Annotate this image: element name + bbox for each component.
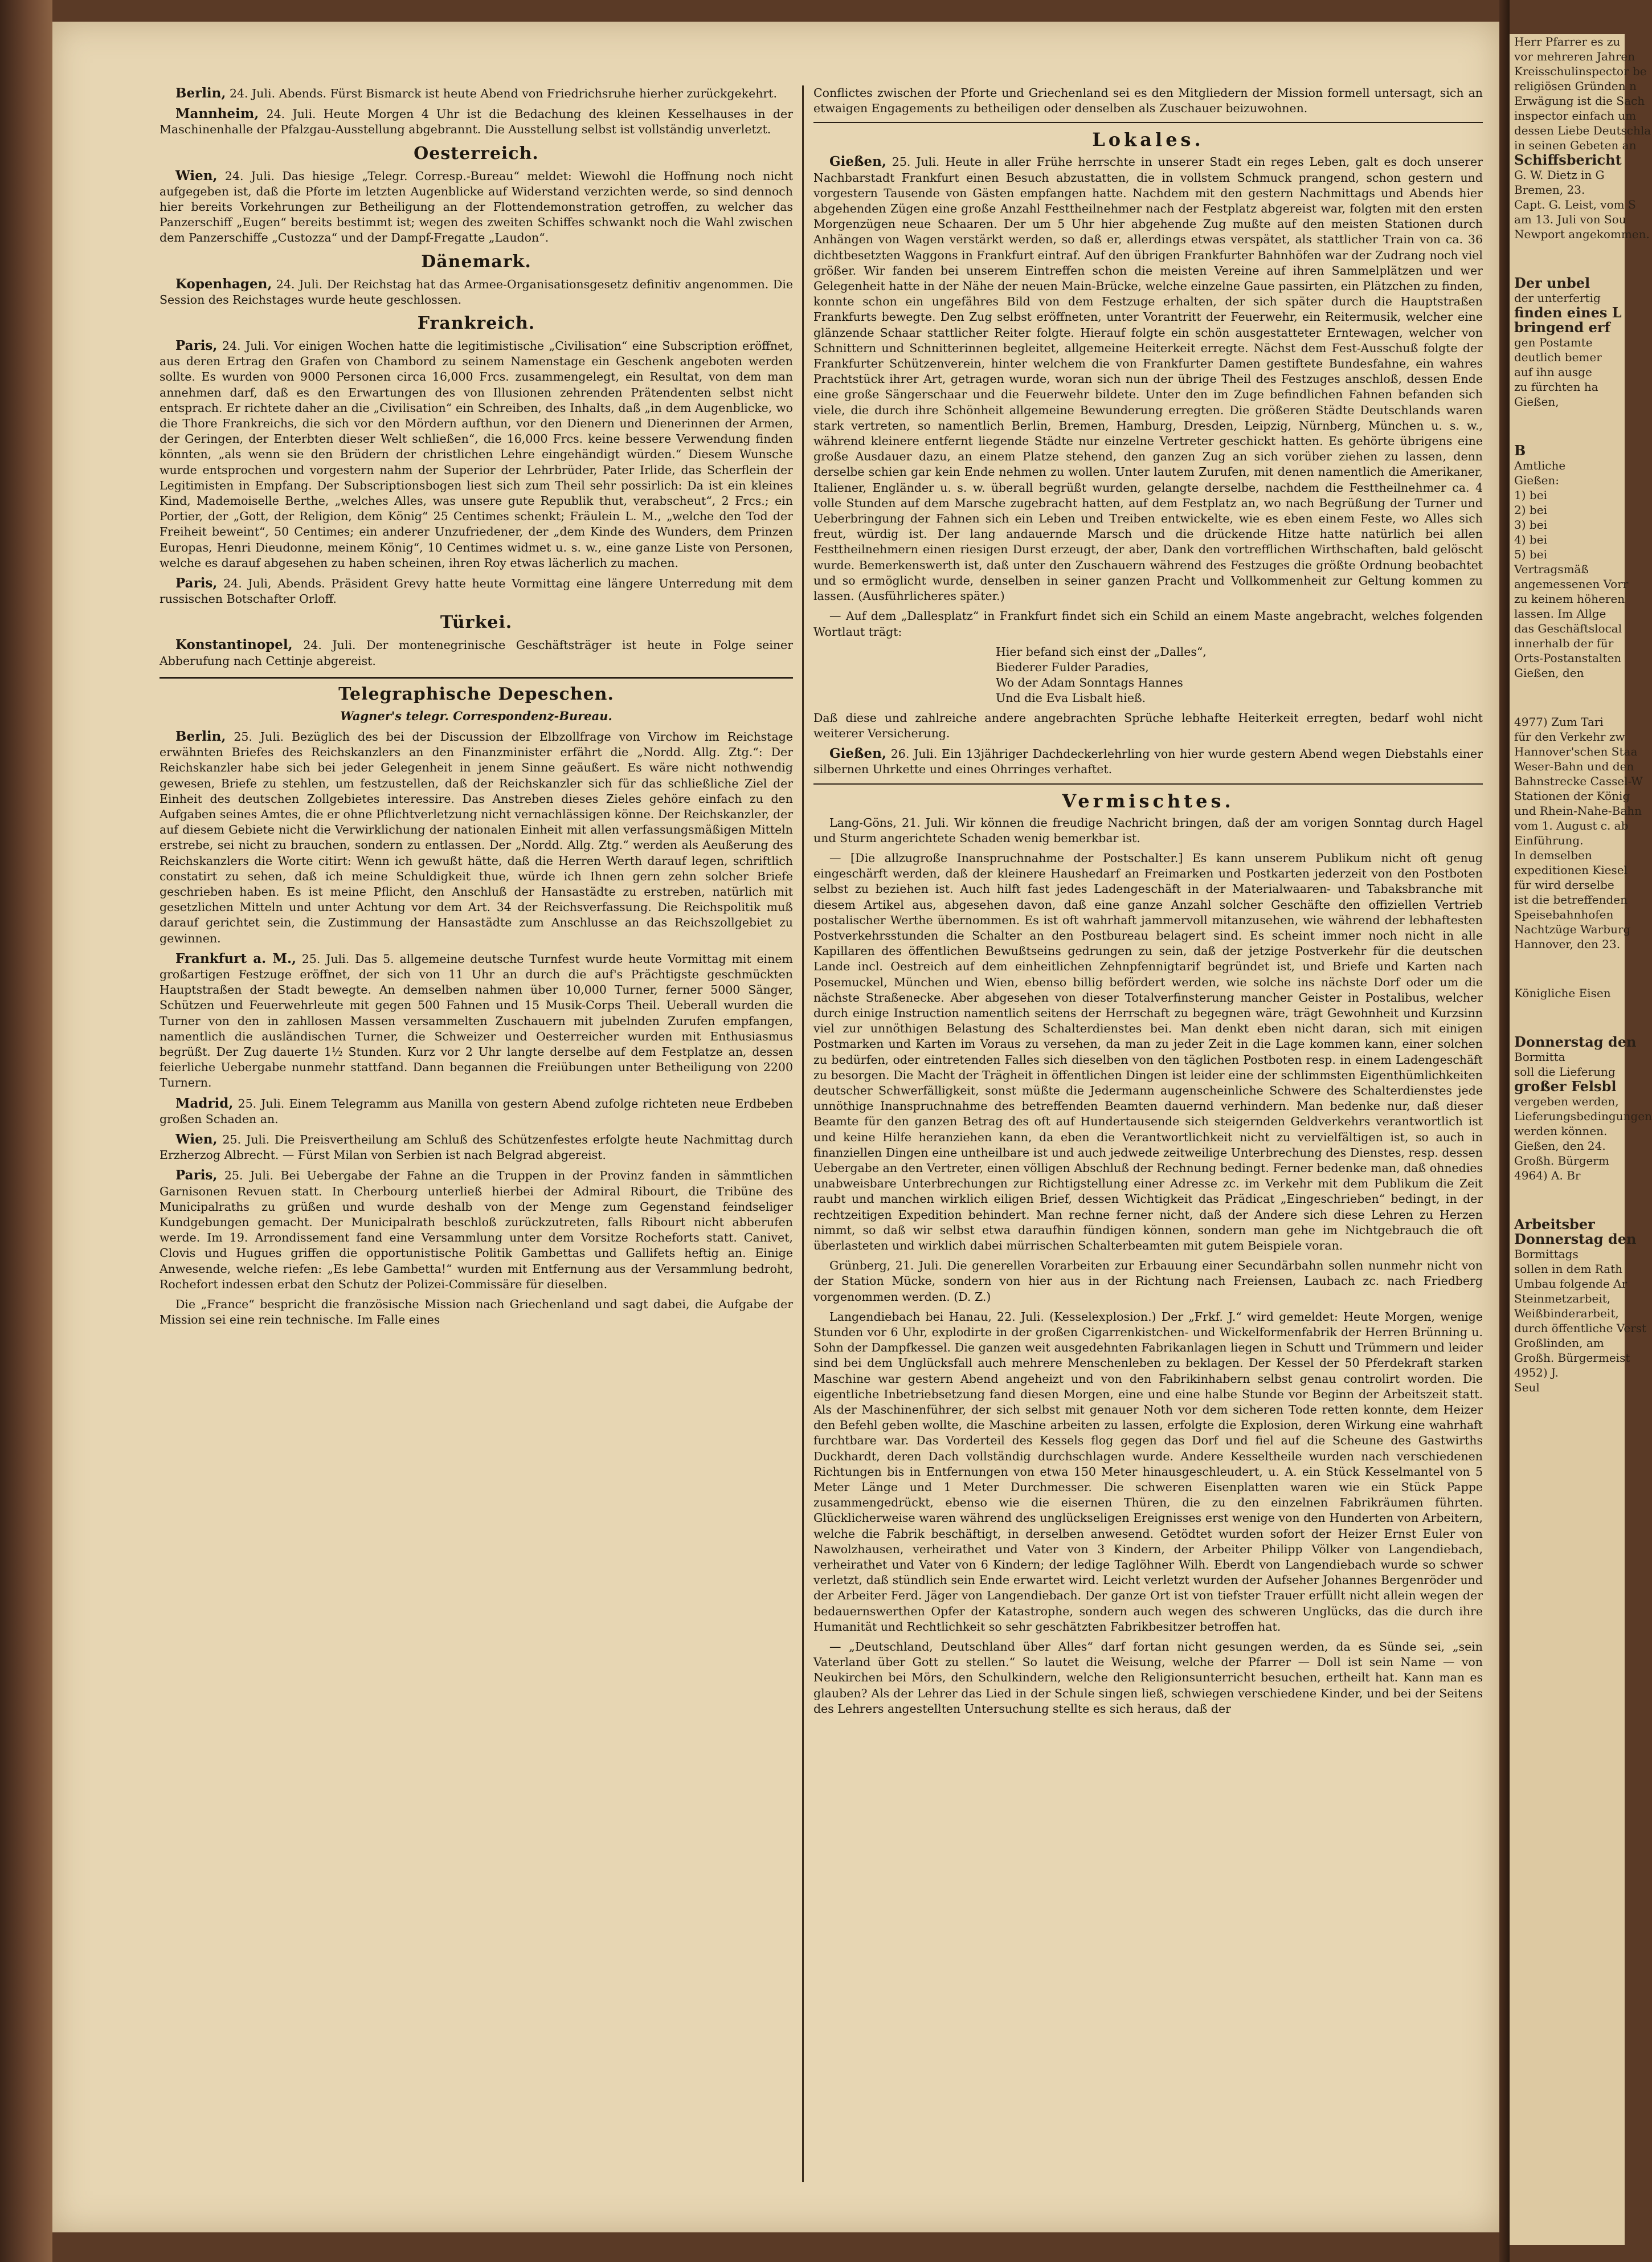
subheading-wagner-bureau: Wagner's telegr. Correspondenz-Bureau. [340, 708, 612, 723]
article-dalles: — Auf dem „Dallesplatz“ in Frankfurt findet sich ein Schild an einem Maste angebracht, welches folgenden Wortlaut trägt: [813, 609, 1483, 639]
adjacent-page-line: Königliche Eisen [1514, 986, 1611, 1000]
adjacent-page-line: Weser-Bahn und den [1514, 760, 1634, 773]
article-madrid-25: Madrid, 25. Juli. Einem Telegramm aus Manilla von gestern Abend zufolge richteten neue Erdbeben großen Schaden an. [160, 1095, 793, 1126]
adjacent-page-line: Capt. G. Leist, vom S [1514, 198, 1636, 211]
section-divider [160, 677, 793, 679]
adjacent-page-line: soll die Lieferung [1514, 1065, 1616, 1079]
adjacent-page-line: das Geschäftslocal [1514, 622, 1622, 635]
adjacent-page-line: inspector einfach um [1514, 109, 1637, 123]
adjacent-page-line: Einführung. [1514, 834, 1584, 847]
book-gutter [1499, 0, 1510, 2262]
article-giessen-25: Gießen, 25. Juli. Heute in aller Frühe herrschte in unserer Stadt ein reges Leben, galt es doch unserer Nachbarstadt Frankfurt einen Besuch abzustatten, die in vollstem Schmuck prangend, schon gestern und vorgestern Tausende von Gästen empfangen hatte. Nachdem mit den gestern Nachmittags und Abends hier abgehenden Zügen eine große Anzahl Festtheilnehmer nach der Festplatz abgereist war, folgten mit den ersten Morgenzügen neue Schaaren. Der um 5 Uhr hier abgehende Zug mußte auf den meisten Stationen durch Anhängen von Wagen verstärkt werden, so daß er, allerdings etwas verspätet, als stattlicher Train von ca. 36 dichtbesetzten Waggons in Frankfurt eintraf. Auf den übrigen Frankfurter Bahnhöfen war der Zudrang noch viel größer. Wir fanden bei unserem Eintreffen schon die meisten Vereine auf ihren Sammelplätzen und wer Gelegenheit hatte in der Nähe der neuen Main-Brücke, welche einzelne Gaue passirten, ein Plätzchen zu finden, konnte schon ein ungefähres Bild von dem Festzuge erhalten, der sich später durch die Hauptstraßen Frankfurts bewegte. Den Zug selbst eröffneten, unter Vorantritt der Feuerwehr, ein Reitermusik, welcher eine glänzende Schaar stattlicher Reiter folgte. Hierauf folgte ein schön ausgestatteter Erntewagen, welcher von Schnittern und Schnitterinnen begleitet, allgemeine Heiterkeit erregte. Nächst dem Fest-Ausschuß folgte der Frankfurter Schützenverein, hinter welchem die von Frankfurter Damen gestiftete Bundesfahne, ein wahres Prachtstück ihrer Art, getragen wurde, woran sich nun der übrige Theil des Festzuges anschloß, dessen Ende eine große Sängerschaar und die Feuerwehr bildete. Unter den im Zuge befindlichen Fahnen befanden sich viele, die durch ihre Schönheit allgemeine Bewunderung erregten. Die größeren Städte Deutschlands waren stark vertreten, so namentlich Berlin, Bremen, Hamburg, Dresden, Leipzig, Nürnberg, München u. s. w., während kleinere entfernt liegende Städte nur einzelne Vertreter geschickt hatten. Es gehörte übrigens eine große Ausdauer dazu, an einem Platze stehend, den ganzen Zug an sich vorüber ziehen zu lassen, denn derselbe schien gar kein Ende nehmen zu wollen. Unter lautem Zurufen, mit denen namentlich die Amerikaner, Italiener, Engländer u. s. w. überall begrüßt wurden, gelangte derselbe, nachdem die Festtheilnehmer ca. 4 volle Stunden auf dem Marsche zugebracht hatten, auf dem Festplatz an, wo nach Begrüßung der Turner und Ueberbringung der Fahnen sich ein Leben und Treiben entwickelte, wie es eben einem Feste, wo Alles sich freut, würdig ist. Der lang andauernde Marsch und die drückende Hitze hatte natürlich bei allen Festtheilnehmern einen riesigen Durst erzeugt, der aber, Dank den vortrefflichen Wirthschaften, bald gelöscht wurde. Bemerkenswerth ist, daß unter den Zuschauern während des Festzuges die größte Ordnung beobachtet und so ermöglicht wurde, denselben in seiner ganzen Pracht und Vollkommenheit zur Geltung kommen zu lassen. (Ausführlicheres später.) [813, 154, 1483, 603]
verse-line: Biederer Fulder Paradies, [996, 660, 1149, 674]
adjacent-page-line: innerhalb der für [1514, 636, 1614, 650]
adjacent-page-line: Stationen der König [1514, 789, 1630, 803]
adjacent-page-line: Vertragsmäß [1514, 562, 1589, 576]
adjacent-page-line: vor mehreren Jahren [1514, 50, 1635, 63]
adjacent-page-line: Nachtzüge Warburg [1514, 922, 1631, 936]
adjacent-page-line: für den Verkehr zw [1514, 730, 1625, 744]
section-divider [813, 783, 1483, 785]
adjacent-page-line: Erwägung ist die Sach [1514, 94, 1645, 108]
adjacent-page-line: Bahnstrecke Cassel-W [1514, 774, 1643, 788]
adjacent-page-line: 2) bei [1514, 503, 1547, 517]
adjacent-page-line: lassen. Im Allge [1514, 607, 1606, 620]
adjacent-page-line: der unterfertig [1514, 291, 1601, 305]
column-rule [802, 85, 804, 2182]
adjacent-page-line: 3) bei [1514, 518, 1547, 532]
spacer [1510, 242, 1625, 276]
spacer [1510, 680, 1625, 714]
adjacent-page-line: In demselben [1514, 848, 1592, 862]
adjacent-page-line: Gießen, den [1514, 666, 1584, 680]
adjacent-page-line: Steinmetzarbeit, [1514, 1292, 1611, 1305]
adjacent-page-line: Weißbinderarbeit, [1514, 1306, 1619, 1320]
article-paris-24-a: Paris, 24. Juli. Vor einigen Wochen hatte die legitimistische „Civilisation“ eine Subscription eröffnet, aus deren Ertrag den Grafen von Chambord zu seinem Namenstage ein Geschenk angeboten werden sollte. Es wurden von 9000 Personen circa 16,000 Frcs. zusammengelegt, ein Resultat, von dem man annehmen darf, daß es den Erwartungen des von Illusionen zehrenden Prätendenten selbst nicht entsprach. Er richtete daher an die „Civilisation“ ein Schreiben, des Inhalts, daß „in dem Augenblicke, wo die Thore Frankreichs, die sich vor den Mördern aufthun, vor den Dienern und Dienerinnen der Armen, der Geringen, der Enterbten dieser Welt schließen“, die 16,000 Frcs. keine bessere Verwendung finden könnten, „als wenn sie den Brüdern der christlichen Lehre eingehändigt würden.“ Diesem Wunsche wurde entsprochen und vorgestern nahm der Superior der Lehrbrüder, Pater Irlide, das Scherflein der Legitimisten in Empfang. Der Subscriptionsbogen liest sich zum Theil sehr possirlich: Da ist ein kleines Kind, Mademoiselle Berthe, „welches Alles, was unsere gute Republik thut, verabscheut“, 2 Frcs.; ein Portier, der „Gott, der Religion, dem König“ 25 Centimes schenkt; Fräulein L. M., „welche den Tod der Freiheit beweint“, 50 Centimes; ein anderer Unzufriedener, der „dem Kinde des Wunders, dem Prinzen Europas, Henri Dieudonne, meinem König“, 10 Centimes widmet u. s. w., eine ganze Liste von Personen, welche es darauf abgesehen zu haben scheinen, ihren Roy etwas lächerlich zu machen. [160, 338, 794, 570]
adjacent-page-line: Großh. Bürgermeist [1514, 1351, 1630, 1365]
adjacent-page-line: 5) bei [1514, 548, 1547, 561]
heading-frankreich: Frankreich. [417, 313, 535, 334]
adjacent-page-line: Hannover'schen Staa [1514, 745, 1638, 758]
adjacent-page-line: Gießen: [1514, 473, 1560, 487]
adjacent-page-line: werden können. [1514, 1124, 1608, 1138]
adjacent-page-line: angemessenen Vorr [1514, 577, 1629, 591]
adjacent-page-line: 4952) J. [1514, 1366, 1559, 1379]
adjacent-page-line: gen Postamte [1514, 336, 1593, 349]
adjacent-page-line: Gießen, [1514, 395, 1559, 409]
adjacent-page-line: großer Felsbl [1514, 1078, 1617, 1095]
adjacent-page-line: Bormitta [1514, 1050, 1565, 1064]
adjacent-page-line: G. W. Dietz in G [1514, 168, 1605, 182]
article-after-verse: Daß diese und zahlreiche andere angebrachten Sprüche lebhafte Heiterkeit erregten, bedarf wohl nicht weiterer Versicherung. [813, 711, 1483, 740]
adjacent-page-line: Speisebahnhofen [1514, 908, 1614, 921]
adjacent-page-line: Newport angekommen. [1514, 227, 1650, 241]
adjacent-page-edge [1510, 34, 1652, 2245]
adjacent-page-line: am 13. Juli von Sou [1514, 213, 1626, 226]
heading-daenemark: Dänemark. [421, 251, 531, 272]
adjacent-page-line: Großh. Bürgerm [1514, 1154, 1609, 1167]
spacer [1510, 952, 1625, 986]
adjacent-page-line: Gießen, den 24. [1514, 1139, 1606, 1153]
spacer [1510, 1183, 1625, 1217]
adjacent-page-line: 4964) A. Br [1514, 1169, 1581, 1182]
article-paris-25: Paris, 25. Juli. Bei Uebergabe der Fahne an die Truppen in der Provinz fanden in sämmtlichen Garnisonen Revuen statt. In Cherbourg unterließ hierbei der Admiral Ribourt, die Tribüne des Municipalraths zu grüßen und wurde deshalb von der Menge zum Gegenstand feindseliger Kundgebungen gemacht. Der Municipalrath beschloß zurückzutreten, falls Ribourt nicht abberufen werde. Im 19. Arrondissement fand eine Versammlung unter dem Vorsitze Rocheforts statt. Canivet, Clovis und Hugues griffen die opportunistische Politik Gambettas und Gallifets heftig an. Einige Anwesende, welche riefen: „Es lebe Gambetta!“ wurden mit Entfernung aus der Versammlung bedroht, Rochefort indessen erbat den Schutz der Polizei-Commissäre für dieselben. [160, 1167, 793, 1291]
dalles-verse [996, 644, 1483, 706]
book-binding [0, 0, 52, 2262]
adjacent-page-line: bringend erf [1514, 319, 1610, 336]
right-column [813, 85, 1483, 2182]
adjacent-page-line: finden eines L [1514, 304, 1622, 321]
adjacent-page-line: Umbau folgende Ar [1514, 1277, 1628, 1291]
heading-lokales: Lokales. [1092, 129, 1204, 151]
article-france: Die „France“ bespricht die französische Mission nach Griechenland und sagt dabei, die Aufgabe der Mission sei eine rein technische. Im Falle eines [160, 1297, 793, 1327]
adjacent-page-line: vom 1. August c. ab [1514, 819, 1629, 832]
heading-tuerkei: Türkei. [440, 613, 513, 633]
adjacent-page-line: sollen in dem Rath [1514, 1262, 1623, 1276]
article-continuation: Conflictes zwischen der Pforte und Griechenland sei es den Mitgliedern der Mission formell untersagt, sich an etwaigen Engagements zu betheiligen oder denselben als Zuschauer beizuwohnen. [813, 86, 1483, 116]
article-berlin-24: Berlin, 24. Juli. Abends. Fürst Bismarck ist heute Abend von Friedrichsruhe hierher zurückgekehrt. [175, 85, 777, 101]
adjacent-page-line: Herr Pfarrer es zu [1514, 35, 1621, 48]
adjacent-page-line: 4977) Zum Tari [1514, 715, 1604, 729]
article-paris-24-b: Paris, 24. Juli, Abends. Präsident Grevy hatte heute Vormittag eine längere Unterredung mit dem russischen Botschafter Orloff. [160, 575, 793, 606]
adjacent-page-text [1510, 34, 1652, 1395]
adjacent-page-line: Arbeitsber [1514, 1216, 1595, 1232]
article-lang-goens: Lang-Göns, 21. Juli. Wir können die freudige Nachricht bringen, daß der am vorigen Sonntag durch Hagel und Sturm angerichtete Schaden wenig bemerkbar ist. [813, 815, 1483, 845]
heading-telegraphische-depeschen: Telegraphische Depeschen. [338, 684, 614, 704]
adjacent-page-line: B [1514, 442, 1526, 459]
adjacent-page-line: in seinen Gebeten an [1514, 138, 1637, 152]
article-mannheim-24: Mannheim, 24. Juli. Heute Morgen 4 Uhr ist die Bedachung des kleinen Kesselhauses in der Maschinenhalle der Pfalzgau-Ausstellung abgebrannt. Die Ausstellung selbst ist vollständig unverletzt. [160, 106, 793, 137]
heading-vermischtes: Vermischtes. [1062, 790, 1234, 812]
article-langendiebach: Langendiebach bei Hanau, 22. Juli. (Kesselexplosion.) Der „Frkf. J.“ wird gemeldet: Heute Morgen, wenige Stunden vor 6 Uhr, explodirte in der großen Cigarrenkistchen- und Wickelformenfabrik der Herren Brünning u. Sohn der Dampfkessel. Die ganzen weit ausgedehnten Fabrikanlagen liegen in Schutt und Trümmern und leider sind bei dem Unglücksfall auch mehrere Menschenleben zu beklagen. Der Kessel der 50 Pferdekraft starken Maschine war gestern Abend angeheizt und von den Fabrikinhabern selbst genau controlirt worden. Die eigentliche Inbetriebsetzung fand diesen Morgen, eine und eine halbe Stunde vor Beginn der Arbeitszeit statt. Als der Maschinenführer, der sich selbst mit genauer Noth vor dem sicheren Tode retten konnte, dem Heizer den Befehl geben wollte, die Maschine arbeiten zu lassen, erfolgte die Explosion, deren Wirkung eine wahrhaft furchtbare war. Das Vorderteil des Kessels flog gegen das Dorf und fiel auf die Scheune des Gastwirths Duckhardt, deren Dach vollständig durchschlagen wurde. Andere Kesseltheile wurden nach verschiedenen Richtungen bis in Entfernungen von etwa 150 Meter hinausgeschleudert, u. A. ein Stück Kesselmantel von 5 Meter Länge und 1 Meter Durchmesser. Die schweren Eisenplatten waren wie ein Stück Pappe zusammengedrückt, ebenso wie die eisernen Thüren, die zu den einzelnen Fabrikräumen führten. Glücklicherweise waren während des unglückseligen Ereignisses erst wenige von den Hunderten von Arbeitern, welche die Fabrik beschäftigt, in derselben anwesend. Getödtet wurden sofort der Heizer Ernst Euler von Nawolzhausen, verheirathet und Vater von 3 Kindern, der Arbeiter Philipp Völker von Langendiebach, verheirathet und Vater von 6 Kindern; der ledige Taglöhner Wilh. Eberdt von Langendiebach wurde so schwer verletzt, daß stündlich sein Ende erwartet wird. Leicht verletzt wurden der Aufseher Johannes Bergenröder und der Arbeiter Ferd. Jäger von Langendiebach. Der ganze Ort ist von tiefster Trauer erfüllt nicht allein wegen der bedauernswerthen Opfer der Katastrophe, sondern auch wegen des schweren Unglücks, das die durch ihre Humanität und Rechtlichkeit so sehr geschätzten Fabrikbesitzer betroffen hat. [813, 1309, 1483, 1634]
adjacent-page-line: durch öffentliche Verst [1514, 1321, 1647, 1335]
adjacent-page-line: deutlich bemer [1514, 350, 1602, 364]
adjacent-page-line: Orts-Postanstalten [1514, 651, 1622, 665]
adjacent-page-line: Bremen, 23. [1514, 183, 1585, 197]
adjacent-page-line: Kreisschulinspector be [1514, 64, 1647, 78]
heading-oesterreich: Oesterreich. [414, 143, 539, 164]
verse-line: Hier befand sich einst der „Dalles“, [996, 644, 1207, 659]
adjacent-page-line: Amtliche [1514, 459, 1566, 472]
article-giessen-26: Gießen, 26. Juli. Ein 13jähriger Dachdeckerlehrling von hier wurde gestern Abend wegen Diebstahls einer silbernen Uhrkette und eines Ohrringes verhaftet. [813, 746, 1483, 777]
adjacent-page-line: 4) bei [1514, 533, 1547, 546]
adjacent-page-line: Donnerstag den [1514, 1231, 1637, 1247]
adjacent-page-line: dessen Liebe Deutschla [1514, 124, 1651, 137]
article-gruenberg: Grünberg, 21. Juli. Die generellen Vorarbeiten zur Erbauung einer Secundärbahn sollen nunmehr nicht von der Station Mücke, sondern von hier aus in der Richtung nach Freiensen, Laubach zc. nach Friedberg vorgenommen werden. (D. Z.) [813, 1259, 1483, 1304]
adjacent-page-line: Donnerstag den [1514, 1034, 1637, 1050]
adjacent-page-line: vergeben werden, [1514, 1095, 1619, 1108]
adjacent-page-line: Der unbel [1514, 275, 1590, 291]
section-divider [813, 122, 1483, 123]
adjacent-page-line: zu fürchten ha [1514, 380, 1598, 394]
article-deutschland: — „Deutschland, Deutschland über Alles“ darf fortan nicht gesungen werden, da es Sünde sei, „sein Vaterland über Gott zu stellen.“ So lautet die Weisung, welche der Pfarrer — Doll ist sein Name — von Neukirchen bei Mörs, den Schulkindern, welche den Religionsunterricht besuchen, ertheilt hat. Kann man es glauben? Als der Lehrer das Lied in der Schule singen ließ, schwiegen verschiedene Kinder, und bei der Seitens des Lehrers angestellten Untersuchung stellte es sich heraus, daß der [813, 1640, 1483, 1716]
adjacent-page-line: Bormittags [1514, 1247, 1579, 1261]
article-frankfurt-25: Frankfurt a. M., 25. Juli. Das 5. allgemeine deutsche Turnfest wurde heute Vormittag mit einem großartigen Festzuge eröffnet, der sich von 11 Uhr an durch die auf's Prächtigste geschmückten Hauptstraßen der Stadt bewegte. An demselben nahmen über 10,000 Turner, ferner 5000 Sänger, Schützen und Feuerwehrleute mit gegen 500 Fahnen und 15 Musik-Corps Theil. Ueberall wurden die Turner von den in zahllosen Massen versammelten Zuschauern mit jubelnden Zurufen empfangen, namentlich die ausländischen Turner, die Schweizer und Oesterreicher wurden mit Enthusiasmus begrüßt. Der Zug dauerte 1½ Stunden. Kurz vor 2 Uhr langte derselbe auf dem Festplatze an, dessen feierliche Uebergabe nunmehr stattfand. Dann begannen die Freiübungen unter Betheiligung von 2200 Turnern. [160, 950, 793, 1090]
adjacent-page-line: expeditionen Kiesel [1514, 863, 1628, 877]
dateline: Berlin, [175, 85, 226, 101]
article-postschalter: — [Die allzugroße Inanspruchnahme der Postschalter.] Es kann unserem Publikum nicht oft genug eingeschärft werden, daß der kleinere Haushedarf an Freimarken und Postkarten jederzeit von den Postboten selbst zu beziehen ist. Auch hilft fast jedes Ladengeschäft in der Materialwaaren- und Tabaksbranche mit diesem Artikel aus, abgesehen davon, daß eine ganze Anzahl solcher Geschäfte den offiziellen Vertrieb postalischer Werthe übernommen. Es ist oft wahrhaft jammervoll mitanzusehen, wie während der lebhaftesten Postverkehrsstunden die Schalter an den Postbureau belagert sind. Es scheint immer noch nicht in alle Kapillaren des öffentlichen Bewußtseins gedrungen zu sein, daß der jetzige Postverkehr für die deutschen Lande incl. Oestreich auf dem einheitlichen Zehnpfennigtarif begründet ist, und Briefe und Karten nach Posemuckel, München und Wien, ebenso billig befördert werden, wie solche ins nächste Dorf oder um die nächste Straßenecke. Aber abgesehen von dieser Totalverfinsterung mancher Geister in Postalibus, welcher durch einige Instruction namentlich seitens der Herrschaft zu begegnen wäre, trägt Gewohnheit und Kurzsinn viel zur unnöthigen Belastung des Schalterdienstes bei. Man denkt eben nicht daran, sich mit einigen Postmarken und Karten im Voraus zu versehen, da man zu jeder Zeit in die Lage kommen kann, einer solchen zu bedürfen, oder eintretenden Falles sich dieselben von den täglichen Postboten resp. in einem Ladengeschäft zu besorgen. Die Macht der Trägheit in öffentlichen Dingen ist leider eine der schlimmsten Eigenthümlichkeiten deutscher Schwerfälligkeit, sonst müßte die Jedermann augenscheinliche Schwere des Schalterdienstes jede unnöthige Inanspruchnahme des betreffenden Beamten dauernd verhindern. Man bedenke nur, daß dieser Beamte für den ganzen Betrag des oft auf Hundertausende sich steigernden Geldverkehrs verantwortlich ist und keine Hilfe heranziehen kann, da eben die Verantwortlichkeit nicht zu vervielfältigen ist, so auch in finanziellen Dingen eine untheilbare ist und auch jedwede zeitweilige Unterbrechung des Dienstes, resp. dessen Uebergabe an den Vertreter, einen völligen Abschluß der Rechnung bedingt. Ferner bedenke man, daß ohnedies unabweisbare Unterbrechungen zur Richtigstellung einer Adresse zc. im Verkehr mit dem Publikum die Zeit raubt und manchen wirklich eiligen Brief, dessen Wichtigkeit das Prädicat „Eingeschrieben“ bedingt, in der rechtzeitigen Expedition behindert. Man rechne ferner nicht, daß der Andere sich diese Lehren zu Herzen nimmt, so daß wir selbst etwa daraufhin fündigen können, sondern man gehe im Nichtgebrauch die oft überlasteten und wirklich dabei mürrischen Schalterbeamten mit gutem Beispiele voran. [813, 851, 1483, 1252]
adjacent-page-line: zu keinem höheren [1514, 592, 1625, 606]
adjacent-page-line: Lieferungsbedingungen [1514, 1109, 1652, 1123]
article-berlin-25: Berlin, 25. Juli. Bezüglich des bei der Discussion der Elbzollfrage von Virchow im Reichstage erwähnten Briefes des Reichskanzlers an den Finanzminister erfährt die „Nordd. Allg. Ztg.“: Der Reichskanzler habe sich bei jeder Gelegenheit in jenem Sinne geäußert. Es wäre nicht nothwendig gewesen, Briefe zu stehlen, um festzustellen, daß der Reichskanzler sich für das schließliche Ziel der Einheit des deutschen Zollgebietes interessire. Das Anstreben dieses Zieles gehöre einfach zu den Aufgaben seines Amtes, die er ohne Pflichtverletzung nicht vernachlässigen könne. Der Reichskanzler, der auf diesem Gebiete nicht die Verwirklichung der nationalen Einheit mit allen verfassungsmäßigen Mitteln erstrebe, sei nicht zu brauchen, sondern zu entlassen. Der „Nordd. Allg. Ztg.“ werden als Aeußerung des Reichskanzlers die Worte citirt: Wenn ich gewußt hätte, daß die Herren Werth darauf legen, schriftlich constatirt zu sehen, daß ich meine Schuldigkeit thue, würde ich Ihnen gern zehn solcher Briefe geschrieben haben. Es ist meine Pflicht, den Anschluß der Hansastädte zu erstreben, natürlich mit gesetzlichen Mitteln und unter Achtung vor dem Art. 34 der Reichsverfassung. Die Reichspolitik muß darauf gerichtet sein, die Zustimmung der Hansastädte zum Anschlusse an das Reichszollgebiet zu gewinnen. [160, 728, 793, 945]
left-column [160, 85, 793, 2182]
adjacent-page-line: religiösen Gründen n [1514, 79, 1637, 93]
spacer [1510, 1001, 1625, 1035]
adjacent-page-line: Hannover, den 23. [1514, 937, 1621, 951]
adjacent-page-line: 1) bei [1514, 488, 1547, 502]
adjacent-page-line: auf ihn ausge [1514, 365, 1592, 379]
adjacent-page-line: für wird derselbe [1514, 878, 1614, 892]
verse-line: Und die Eva Lisbalt hieß. [996, 691, 1146, 705]
adjacent-page-line: und Rhein-Nahe-Bahn [1514, 804, 1642, 818]
article-wien-25: Wien, 25. Juli. Die Preisvertheilung am Schluß des Schützenfestes erfolgte heute Nachmittag durch Erzherzog Albrecht. — Fürst Milan von Serbien ist nach Belgrad abgereist. [160, 1131, 793, 1162]
article-konstantinopel: Konstantinopel, 24. Juli. Der montenegrinische Geschäftsträger ist heute in Folge seiner Abberufung nach Cettinje abgereist. [160, 637, 793, 668]
adjacent-page-line: Schiffsbericht [1514, 152, 1622, 168]
adjacent-page-line: Seul [1514, 1381, 1540, 1394]
article-wien-24: Wien, 24. Juli. Das hiesige „Telegr. Corresp.-Bureau“ meldet: Wiewohl die Hoffnung noch nicht aufgegeben ist, daß die Pforte im letzten Augenblicke auf Widerstand verzichten werde, so sind dennoch hier bereits Vorkehrungen zur Betheiligung an der Flottendemonstration getroffen, zu welcher das Panzerschiff „Eugen“ bereits bestimmt ist; wegen des zweiten Schiffes schwankt noch die Wahl zwischen dem Panzerschiffe „Custozza“ und der Dampf-Fregatte „Laudon“. [160, 168, 793, 245]
verse-line: Wo der Adam Sonntags Hannes [996, 675, 1183, 689]
adjacent-page-line: ist die betreffenden [1514, 893, 1628, 907]
article-kopenhagen: Kopenhagen, 24. Juli. Der Reichstag hat das Armee-Organisationsgesetz definitiv angenommen. Die Session des Reichstages wurde heute geschlossen. [160, 276, 793, 307]
dateline: Mannheim, [175, 106, 259, 122]
spacer [1510, 409, 1625, 443]
adjacent-page-line: Großlinden, am [1514, 1336, 1604, 1350]
